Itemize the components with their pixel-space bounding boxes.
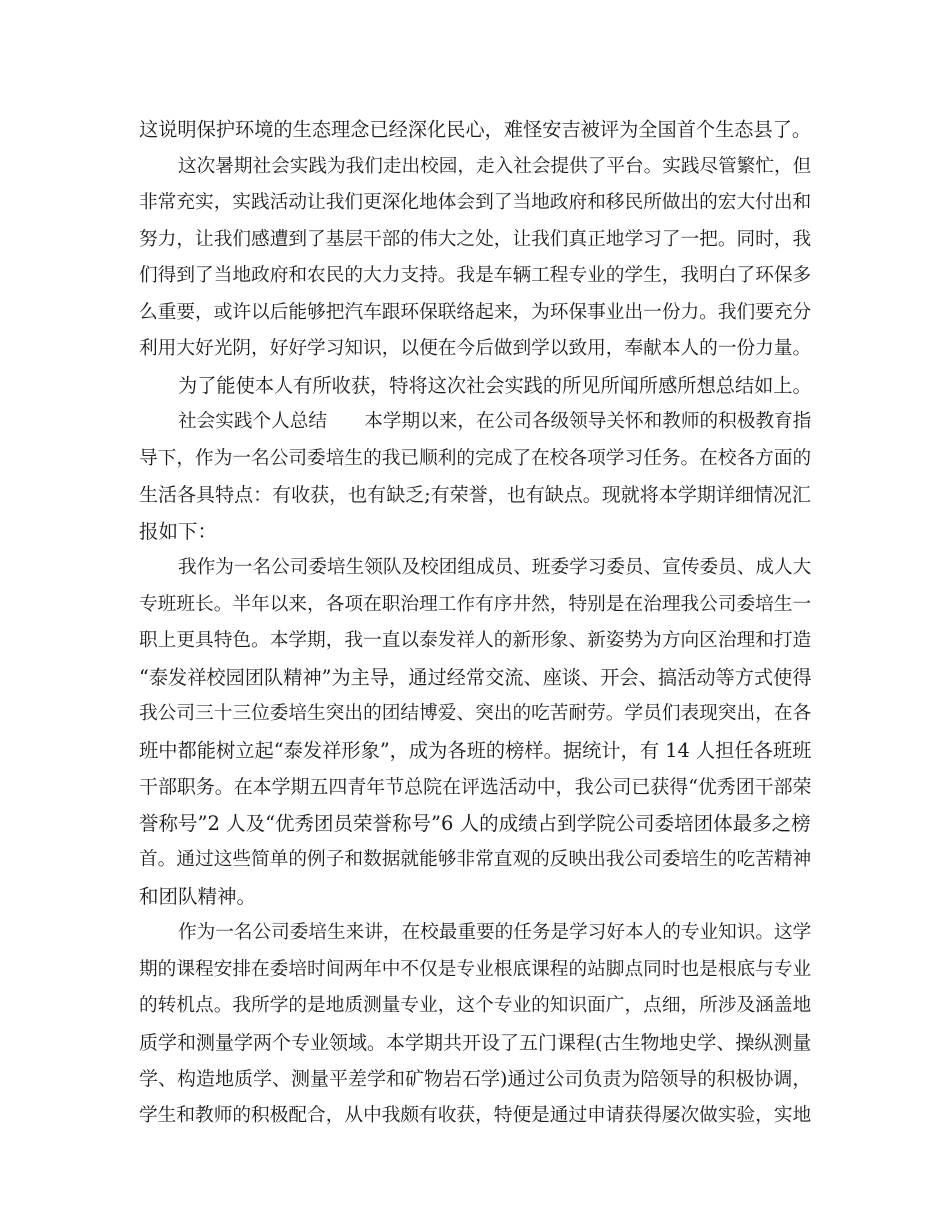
text-line: 干部职务。在本学期五四青年节总院在评选活动中，我公司已获得“优秀团干部荣 bbox=[139, 776, 812, 798]
text-line: 誉称号”2 人及“优秀团员荣誉称号”6 人的成绩占到学院公司委培团体最多之榜 bbox=[139, 811, 811, 835]
document-body bbox=[139, 112, 815, 1134]
paragraph-first-line: 这次暑期社会实践为我们走出校园，走入社会提供了平台。实践尽管繁忙，但 bbox=[178, 155, 812, 177]
text-line: 学生和教师的积极配合，从中我颇有收获，特便是通过申请获得屡次做实验，实地 bbox=[139, 1104, 812, 1126]
text-line: 班中都能树立起“泰发祥形象”，成为各班的榜样。据统计，有 14 人担任各班班 bbox=[139, 738, 812, 762]
text-line: 非常充实，实践活动让我们更深化地体会到了当地政府和移民所做出的宏大付出和 bbox=[139, 192, 812, 213]
text-line: 质学和测量学两个专业领域。本学期共开设了五门课程(古生物地史学、操纵测量 bbox=[139, 1031, 812, 1054]
text-line: 利用大好光阴，好好学习知识，以便在今后做到学以致用，奉献本人的一份力量。 bbox=[139, 338, 812, 359]
paragraph-first-line: 我作为一名公司委培生领队及校团组成员、班委学习委员、宣传委员、成人大 bbox=[178, 557, 812, 578]
text-line: 努力，让我们感遭到了基层干部的伟大之处，让我们真正地学习了一把。同时，我 bbox=[139, 228, 812, 250]
text-line: “泰发祥校园团队精神”为主导，通过经常交流、座谈、开会、搞活动等方式使得 bbox=[139, 665, 812, 689]
text-line: 专班班长。半年以来，各项在职治理工作有序井然，特别是在治理我公司委培生一 bbox=[139, 593, 812, 615]
text-line: 期的课程安排在委培时间两年中不仅是专业根底课程的站脚点同时也是根底与专业 bbox=[139, 958, 812, 980]
text-line: 们得到了当地政府和农民的大力支持。我是车辆工程专业的学生，我明白了环保多 bbox=[139, 265, 812, 286]
text-line: 么重要，或许以后能够把汽车跟环保联络起来，为环保事业出一份力。我们要充分 bbox=[139, 301, 812, 323]
text-line: 导下，作为一名公司委培生的我已顺利的完成了在校各项学习任务。在校各方面的 bbox=[139, 447, 812, 469]
text-line: 学、构造地质学、测量平差学和矿物岩石学)通过公司负责为陪领导的积极协调， bbox=[139, 1068, 812, 1090]
text-line: 首。通过这些简单的例子和数据就能够非常直观的反映出我公司委培生的吃苦精神 bbox=[139, 849, 812, 870]
text-line: 和团队精神。 bbox=[139, 884, 257, 908]
paragraph-first-line: 为了能使本人有所收获，特将这次社会实践的所见所闻所感所想总结如上。 bbox=[178, 373, 812, 397]
text-line: 报如下： bbox=[139, 519, 218, 543]
text-line: 这说明保护环境的生态理念已经深化民心，难怪安吉被评为全国首个生态县了。 bbox=[139, 118, 812, 141]
text-line: 生活各具特点：有收获，也有缺乏;有荣誉，也有缺点。现就将本学期详细情况汇 bbox=[139, 484, 811, 506]
text-line: 职上更具特色。本学期，我一直以泰发祥人的新形象、新姿势为方向区治理和打造 bbox=[139, 630, 812, 651]
text-line: 的转机点。我所学的是地质测量专业，这个专业的知识面广，点细，所涉及涵盖地 bbox=[139, 995, 812, 1016]
text-line: 我公司三十三位委培生突出的团结博爱、突出的吃苦耐劳。学员们表现突出，在各 bbox=[139, 703, 812, 724]
paragraph-first-line: 作为一名公司委培生来讲，在校最重要的任务是学习好本人的专业知识。这学 bbox=[178, 922, 812, 943]
paragraph-first-line: 社会实践个人总结 本学期以来，在公司各级领导关怀和教师的积极教育指 bbox=[178, 411, 812, 432]
